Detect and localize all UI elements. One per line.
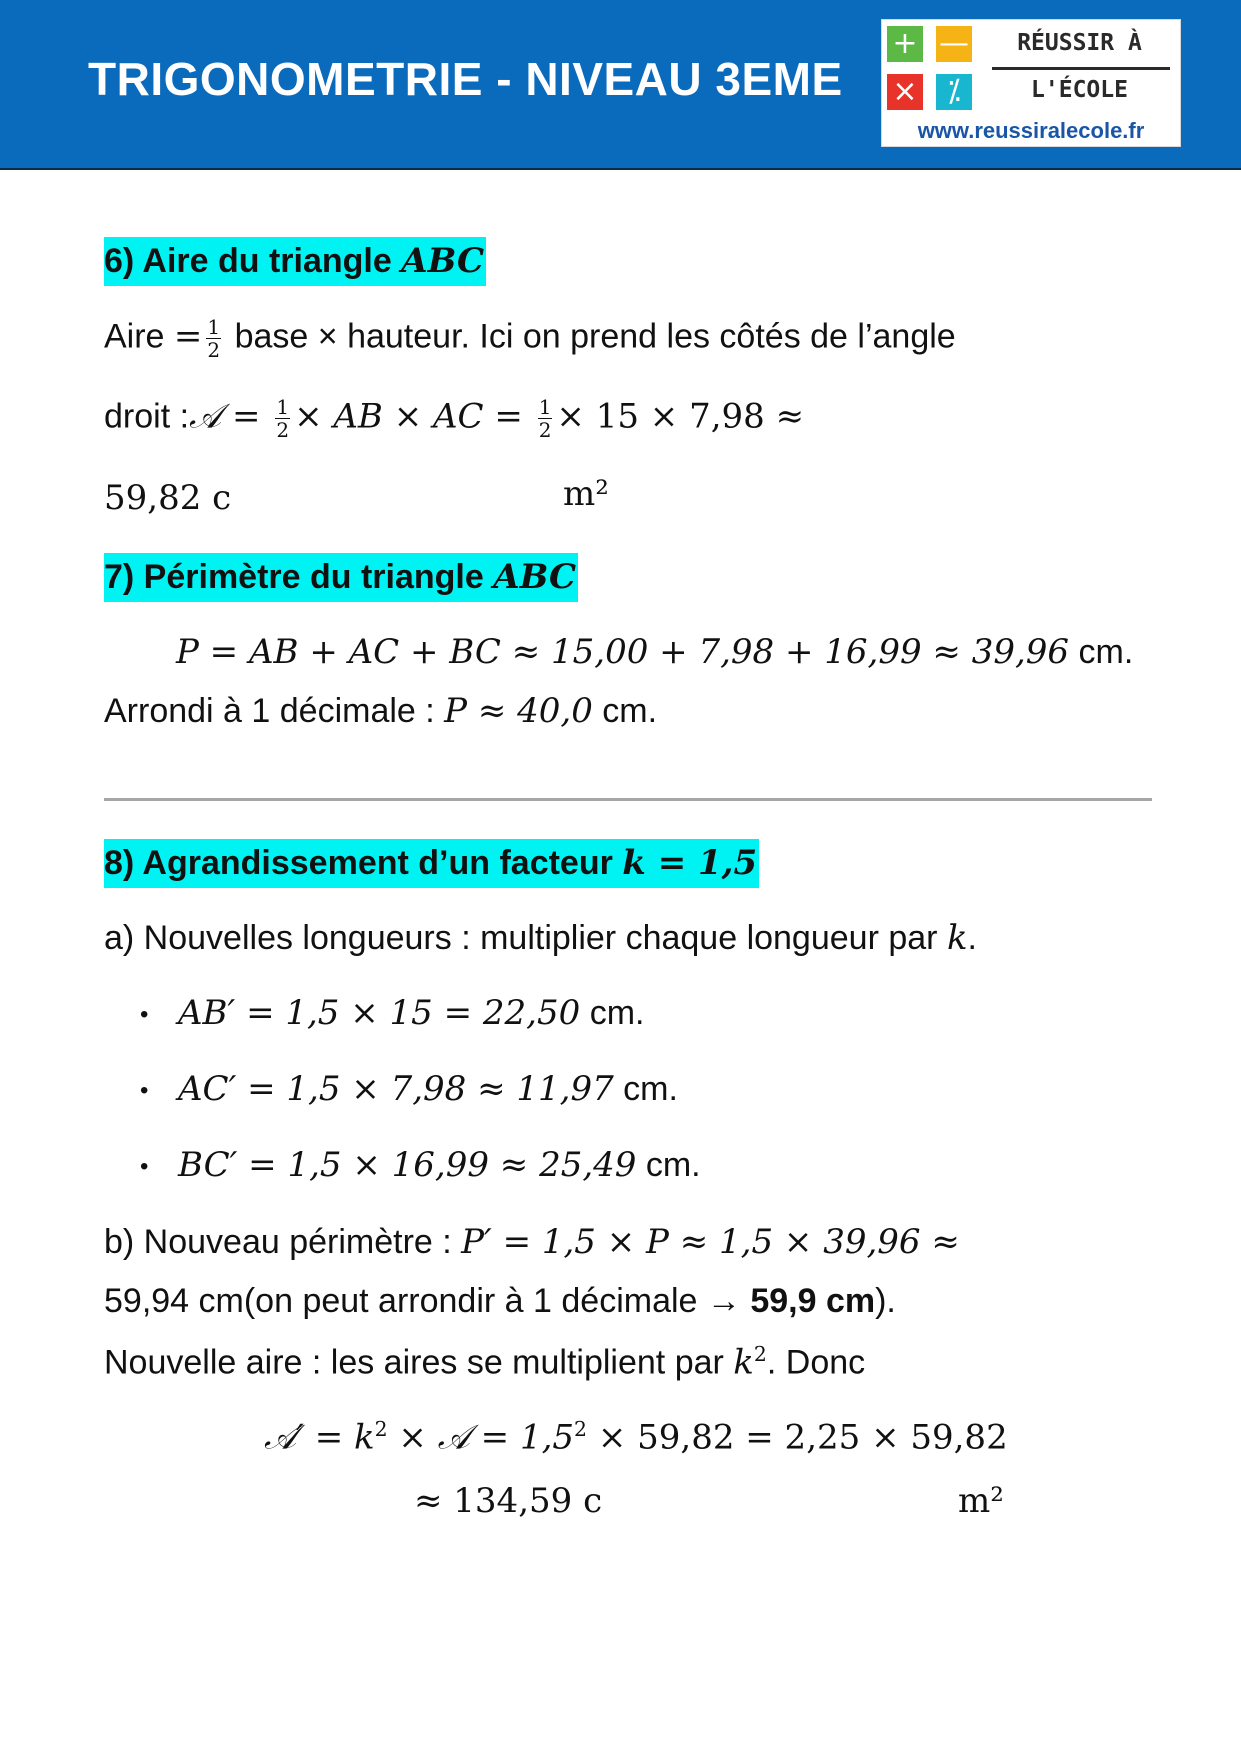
- new-perimeter-end: ).: [875, 1282, 896, 1320]
- list-item: [178, 993, 644, 1033]
- exponent-two: 2: [753, 1342, 767, 1366]
- header-banner: [0, 0, 1241, 170]
- logo-line-1: RÉUSSIR À: [1017, 30, 1142, 56]
- new-lengths-intro: [104, 918, 977, 958]
- bullet-icon: •: [140, 1077, 149, 1104]
- section-6-title: 6) Aire du triangle: [104, 242, 402, 280]
- section-6-heading: [104, 237, 486, 286]
- new-area-result: ≈ 134,59 c: [414, 1481, 603, 1521]
- percent-icon: ⁒: [936, 74, 972, 110]
- new-area-text: Nouvelle aire : les aires se multiplient par: [104, 1343, 734, 1382]
- area-formula-text: base × hauteur. Ici on prend les côtés de l’angle: [225, 317, 956, 356]
- list-item: [178, 1145, 701, 1185]
- factor-k-squared: k: [733, 1342, 754, 1383]
- section-divider: [104, 798, 1152, 801]
- section-6-title-math: ABC: [401, 241, 485, 281]
- fraction-denominator: 2: [276, 418, 290, 442]
- area-label: Aire: [104, 317, 174, 356]
- section-8-title-math: k = 1,5: [622, 843, 758, 883]
- logo-url-link[interactable]: www.reussiralecole.fr: [917, 118, 1145, 143]
- site-logo[interactable]: [881, 19, 1181, 147]
- factor-k: k: [946, 918, 968, 958]
- new-area-intro: [104, 1342, 865, 1382]
- fraction-one-half-3: [538, 396, 553, 441]
- area-equals: =: [221, 396, 272, 437]
- rounded-unit: cm.: [592, 692, 658, 730]
- list-item-math: AC′ = 1,5 × 7,98 ≈ 11,97: [178, 1069, 614, 1109]
- area-product-symbolic: × AB × AC =: [294, 396, 534, 437]
- area-formula-line: [104, 316, 956, 361]
- new-perimeter-rounded: 59,9 cm: [750, 1282, 876, 1320]
- new-perimeter-math: P′ = 1,5 × P ≈ 1,5 × 39,96 ≈: [461, 1222, 960, 1262]
- perimeter-formula: [176, 632, 1133, 672]
- page-title: TRIGONOMETRIE - NIVEAU 3EME: [88, 53, 843, 105]
- area-calc-label: droit :: [104, 397, 190, 436]
- area-result: 59,82 c: [104, 478, 232, 518]
- minus-icon: —: [936, 26, 972, 62]
- logo-line-2: L'ÉCOLE: [1031, 77, 1128, 103]
- perimeter-formula-unit: cm.: [1069, 633, 1134, 671]
- equals-sign: =: [173, 316, 203, 357]
- area-result-unit: m²: [563, 474, 609, 514]
- area-symbol: 𝒜: [189, 396, 222, 437]
- new-area-formula: [264, 1417, 1008, 1457]
- section-8-title: 8) Agrandissement d’un facteur: [104, 844, 623, 882]
- new-perimeter-line: [104, 1222, 960, 1262]
- area-calculation-line: [104, 396, 804, 441]
- new-perimeter-label: b) Nouveau périmètre :: [104, 1223, 462, 1261]
- times-icon: ×: [887, 74, 923, 110]
- rounded-math: P ≈ 40,0: [444, 691, 593, 731]
- bullet-icon: •: [140, 1153, 149, 1180]
- list-item: [178, 1069, 678, 1109]
- new-area-formula-c: × 59,82 = 2,25 × 59,82: [587, 1417, 1008, 1458]
- new-lengths-end: .: [967, 919, 977, 957]
- new-area-end: . Donc: [766, 1343, 866, 1382]
- new-perimeter-result: [104, 1282, 896, 1321]
- fraction-denominator: 2: [207, 338, 221, 362]
- new-area-formula-a: 𝒜′ = k: [264, 1417, 375, 1458]
- list-item-unit: cm.: [636, 1146, 701, 1184]
- exponent-two: 2: [374, 1417, 388, 1441]
- bullet-icon: •: [140, 1001, 149, 1028]
- fraction-numerator: 1: [276, 395, 290, 419]
- new-lengths-text: a) Nouvelles longueurs : multiplier chaque longueur par: [104, 919, 947, 957]
- perimeter-rounded: [104, 691, 657, 731]
- fraction-numerator: 1: [538, 395, 552, 419]
- new-perimeter-text: 59,94 cm(on peut arrondir à 1 décimale →: [104, 1282, 751, 1320]
- new-area-unit: m²: [958, 1481, 1004, 1521]
- list-item-math: BC′ = 1,5 × 16,99 ≈ 25,49: [178, 1145, 637, 1185]
- list-item-unit: cm.: [580, 994, 645, 1032]
- plus-icon: +: [887, 26, 923, 62]
- fraction-denominator: 2: [538, 418, 552, 442]
- exponent-two: 2: [574, 1417, 588, 1441]
- section-8-heading: [104, 839, 759, 888]
- fraction-one-half: [206, 316, 221, 361]
- list-item-math: AB′ = 1,5 × 15 = 22,50: [178, 993, 581, 1033]
- section-7-title-math: ABC: [493, 557, 577, 597]
- section-7-heading: [104, 553, 578, 602]
- fraction-numerator: 1: [207, 315, 221, 339]
- list-item-unit: cm.: [613, 1070, 678, 1108]
- section-7-title: 7) Périmètre du triangle: [104, 558, 494, 596]
- fraction-one-half-2: [275, 396, 290, 441]
- rounded-label: Arrondi à 1 décimale :: [104, 692, 445, 730]
- area-product-numeric: × 15 × 7,98 ≈: [556, 396, 805, 437]
- new-area-formula-b: × 𝒜 = 1,5: [387, 1417, 575, 1458]
- logo-divider: [992, 67, 1170, 70]
- perimeter-formula-math: P = AB + AC + BC ≈ 15,00 + 7,98 + 16,99 ≈ 39,96: [176, 632, 1070, 672]
